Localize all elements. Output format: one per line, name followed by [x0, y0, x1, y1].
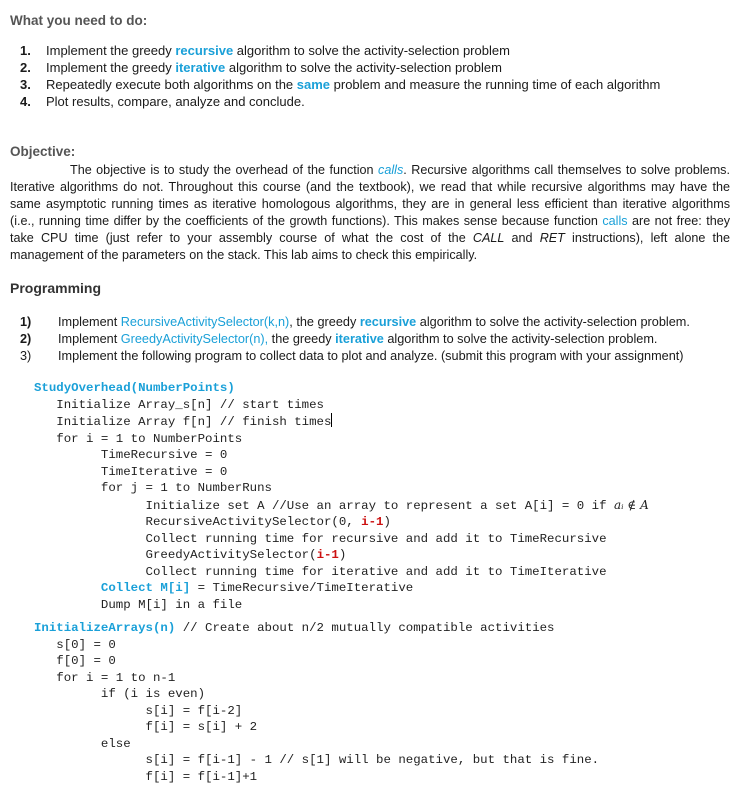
code-block-initialize-arrays: InitializeArrays(n) // Create about n/2 mutually compatible activities s[0] = 0 f[0] = 0 for i = 1 to n-1 if (i is even) s[i] = f[i-2] f[i] = s[i] + 2 else s[i] = f[i-1] - 1 // s[1] will be negative, but that is fine. f[i] = f[i-1]+1	[34, 621, 600, 784]
list-item: 4. Plot results, compare, analyze and conclude.	[20, 94, 305, 109]
programming-list	[20, 314, 735, 365]
list-item: 2. Implement the greedy iterative algorithm to solve the activity-selection problem	[20, 60, 502, 75]
section-heading-objective: Objective:	[10, 144, 76, 159]
list-item: 1) Implement RecursiveActivitySelector(k,n), the greedy recursive algorithm to solve the activity-selection problem.	[20, 315, 690, 329]
section-heading-programming: Programming	[10, 280, 102, 296]
list-item: 3) Implement the following program to collect data to plot and analyze. (submit this program with your assignment)	[20, 349, 684, 363]
section-heading-todo: What you need to do:	[10, 13, 148, 28]
list-item: 1. Implement the greedy recursive algorithm to solve the activity-selection problem	[20, 43, 510, 58]
todo-list	[20, 42, 735, 110]
list-item: 2) Implement GreedyActivitySelector(n), the greedy iterative algorithm to solve the activity-selection problem.	[20, 332, 658, 346]
list-item: 3. Repeatedly execute both algorithms on the same problem and measure the running time of each algorithm	[20, 77, 661, 92]
code-block-study-overhead: StudyOverhead(NumberPoints) Initialize Array_s[n] // start times Initialize Array f[n] // finish times for i = 1 to NumberPoints TimeRecursive = 0 TimeIterative = 0 for j = 1 to NumberRuns Initialize set A //Use an array to represent a set A[i] = 0 if aᵢ ∉ A RecursiveActivitySelector(0, i-1) Collect running time for recursive and add it to TimeRecursive GreedyActivitySelector(i-1) Collect running time for iterative and add it to TimeIterative Collect M[i] = TimeRecursive/TimeIterative Dump M[i] in a file	[34, 381, 649, 612]
objective-paragraph: The objective is to study the overhead of the function calls. Recursive algorithms call themselves to solve problems. Iterative algorithms do not. Throughout this course (and the textbook), we read that while recursive algorithms may have the same asymptotic running times as iterative homologous algorithms, they are in general less efficient than iterative algorithms (i.e., running time differ by the coefficients of the growth functions). This makes sense because function calls are not free: they take CPU time (just refer to your assembly course of what the cost of the CALL and RET instructions), left alone the management of the parameters on the stack. This lab aims to check this empirically.	[10, 163, 730, 262]
text-cursor	[331, 413, 332, 427]
